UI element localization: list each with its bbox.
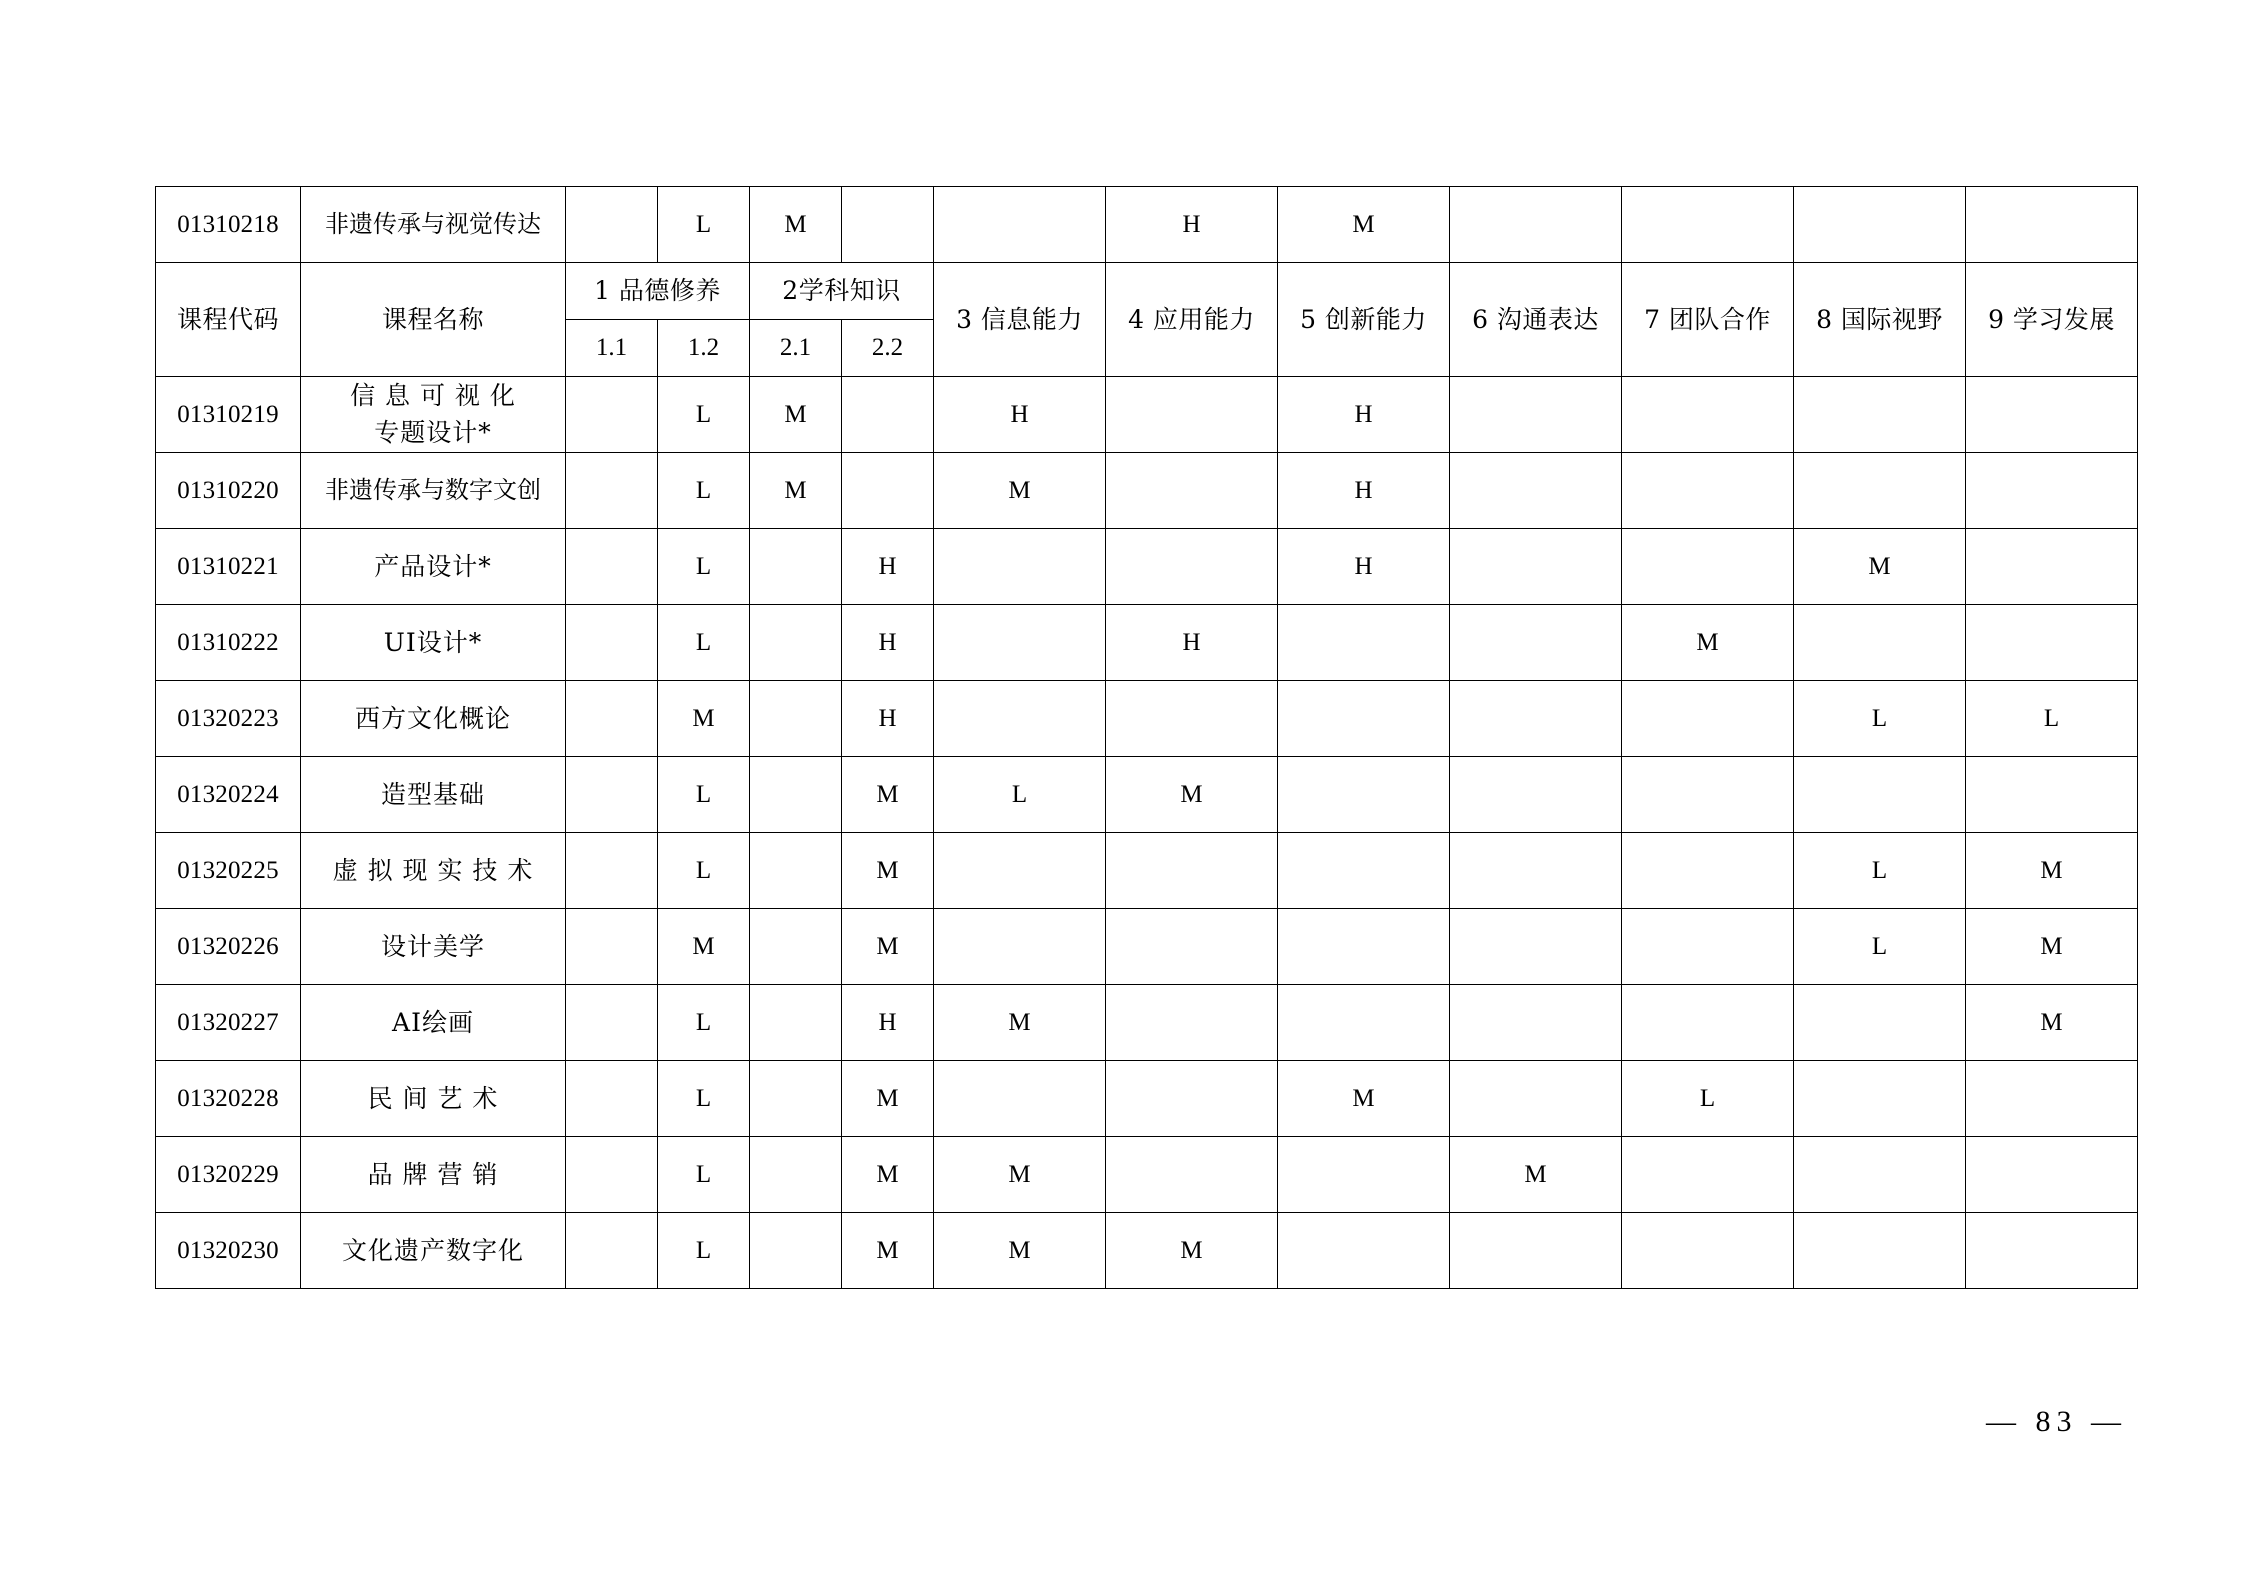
course-name: 虚 拟 现 实 技 术: [301, 833, 566, 909]
cell-5: [1278, 1137, 1450, 1213]
cell-1-2: L: [658, 1061, 750, 1137]
cell-6: [1450, 833, 1622, 909]
cell-7: [1622, 377, 1794, 453]
header-sub-2-1: 2.1: [750, 320, 842, 377]
cell-7: [1622, 985, 1794, 1061]
cell-8: M: [1794, 529, 1966, 605]
cell-7: L: [1622, 1061, 1794, 1137]
cell-9: [1966, 757, 2138, 833]
course-code: 01310222: [156, 605, 301, 681]
cell-6: [1450, 377, 1622, 453]
course-code: 01320224: [156, 757, 301, 833]
cell-4: [1106, 529, 1278, 605]
cell-2-2: M: [842, 1137, 934, 1213]
cell-7: [1622, 453, 1794, 529]
cell-9: [1966, 187, 2138, 263]
cell-6: [1450, 453, 1622, 529]
cell-1-1: [566, 833, 658, 909]
cell-2-1: M: [750, 453, 842, 529]
table-row: [156, 985, 2138, 1061]
cell-2-2: [842, 453, 934, 529]
cell-7: [1622, 529, 1794, 605]
cell-4: [1106, 681, 1278, 757]
cell-4: [1106, 377, 1278, 453]
cell-9: M: [1966, 909, 2138, 985]
course-code: 01320223: [156, 681, 301, 757]
cell-5: H: [1278, 377, 1450, 453]
cell-2-2: [842, 377, 934, 453]
table-body: [156, 377, 2138, 1289]
cell-4: M: [1106, 1213, 1278, 1289]
header-col-communication: 6 沟通表达: [1450, 263, 1622, 377]
course-name: 品 牌 营 销: [301, 1137, 566, 1213]
cell-5: H: [1278, 529, 1450, 605]
cell-8: [1794, 1137, 1966, 1213]
cell-7: [1622, 833, 1794, 909]
cell-2-2: H: [842, 605, 934, 681]
cell-9: M: [1966, 985, 2138, 1061]
course-code: 01320226: [156, 909, 301, 985]
cell-6: [1450, 529, 1622, 605]
cell-1-2: L: [658, 377, 750, 453]
header-col-information: 3 信息能力: [934, 263, 1106, 377]
cell-1-1: [566, 377, 658, 453]
cell-2-1: [750, 681, 842, 757]
cell-8: [1794, 985, 1966, 1061]
course-name-line1: 信 息 可 视 化: [350, 381, 516, 411]
cell-9: [1966, 1061, 2138, 1137]
cell-7: [1622, 681, 1794, 757]
cell-1-1: [566, 985, 658, 1061]
course-code: 01320225: [156, 833, 301, 909]
cell-8: [1794, 757, 1966, 833]
cell-4: [1106, 1061, 1278, 1137]
cell-4: [1106, 1137, 1278, 1213]
header-course-code: 课程代码: [156, 263, 301, 377]
cell-5: [1278, 1213, 1450, 1289]
cell-1-1: [566, 1213, 658, 1289]
cell-2-2: H: [842, 985, 934, 1061]
course-name: 设计美学: [301, 909, 566, 985]
cell-6: M: [1450, 1137, 1622, 1213]
cell-8: [1794, 187, 1966, 263]
course-name-line2: 专题设计*: [374, 417, 492, 447]
course-code: 01320228: [156, 1061, 301, 1137]
cell-1-1: [566, 909, 658, 985]
cell-5: [1278, 757, 1450, 833]
cell-1-1: [566, 1061, 658, 1137]
table-row: [156, 909, 2138, 985]
cell-5: [1278, 985, 1450, 1061]
course-name: [301, 377, 566, 453]
header-sub-1-1: 1.1: [566, 320, 658, 377]
cell-8: [1794, 453, 1966, 529]
cell-2-1: [750, 909, 842, 985]
cell-6: [1450, 1061, 1622, 1137]
cell-8: [1794, 1061, 1966, 1137]
table-row: [156, 187, 2138, 263]
cell-1-1: [566, 187, 658, 263]
course-code: 01320227: [156, 985, 301, 1061]
course-code: 01310218: [156, 187, 301, 263]
cell-7: [1622, 1213, 1794, 1289]
course-name: 非遗传承与数字文创: [301, 453, 566, 529]
cell-1-1: [566, 1137, 658, 1213]
cell-9: [1966, 453, 2138, 529]
course-code: 01320230: [156, 1213, 301, 1289]
cell-7: [1622, 187, 1794, 263]
cell-5: M: [1278, 1061, 1450, 1137]
cell-4: [1106, 985, 1278, 1061]
header-sub-1-2: 1.2: [658, 320, 750, 377]
cell-2-1: [750, 833, 842, 909]
cell-1-2: L: [658, 453, 750, 529]
cell-8: L: [1794, 681, 1966, 757]
cell-2-1: [750, 1061, 842, 1137]
course-name: 民 间 艺 术: [301, 1061, 566, 1137]
header-col-application: 4 应用能力: [1106, 263, 1278, 377]
header-col-teamwork: 7 团队合作: [1622, 263, 1794, 377]
header-course-name: 课程名称: [301, 263, 566, 377]
course-code: 01310219: [156, 377, 301, 453]
cell-7: M: [1622, 605, 1794, 681]
cell-3: [934, 681, 1106, 757]
cell-5: H: [1278, 453, 1450, 529]
header-group-subject: 2学科知识: [750, 263, 934, 320]
cell-4: H: [1106, 605, 1278, 681]
cell-3: [934, 187, 1106, 263]
cell-2-2: [842, 187, 934, 263]
table-row: [156, 377, 2138, 453]
cell-3: L: [934, 757, 1106, 833]
cell-5: [1278, 605, 1450, 681]
cell-1-2: L: [658, 757, 750, 833]
cell-3: M: [934, 1213, 1106, 1289]
cell-9: [1966, 1137, 2138, 1213]
cell-5: [1278, 681, 1450, 757]
cell-1-2: L: [658, 1137, 750, 1213]
cell-6: [1450, 985, 1622, 1061]
table-row: [156, 605, 2138, 681]
cell-1-2: M: [658, 681, 750, 757]
cell-2-1: [750, 985, 842, 1061]
cell-7: [1622, 909, 1794, 985]
cell-6: [1450, 187, 1622, 263]
table-row: [156, 833, 2138, 909]
cell-4: [1106, 833, 1278, 909]
cell-2-1: M: [750, 377, 842, 453]
course-name: 非遗传承与视觉传达: [301, 187, 566, 263]
table-row: [156, 757, 2138, 833]
curriculum-matrix-table: [155, 186, 2115, 1289]
course-name: 造型基础: [301, 757, 566, 833]
cell-2-2: H: [842, 529, 934, 605]
cell-9: [1966, 377, 2138, 453]
cell-3: M: [934, 985, 1106, 1061]
cell-2-1: [750, 605, 842, 681]
cell-3: M: [934, 1137, 1106, 1213]
course-name: AI绘画: [301, 985, 566, 1061]
cell-3: [934, 909, 1106, 985]
cell-2-2: M: [842, 909, 934, 985]
cell-2-1: [750, 1213, 842, 1289]
cell-3: H: [934, 377, 1106, 453]
table-row: [156, 529, 2138, 605]
cell-5: [1278, 833, 1450, 909]
cell-1-1: [566, 529, 658, 605]
header-col-innovation: 5 创新能力: [1278, 263, 1450, 377]
cell-6: [1450, 757, 1622, 833]
cell-1-1: [566, 605, 658, 681]
cell-9: L: [1966, 681, 2138, 757]
course-name: 产品设计*: [301, 529, 566, 605]
table-row: [156, 681, 2138, 757]
cell-1-2: L: [658, 833, 750, 909]
cell-1-2: L: [658, 529, 750, 605]
table-row: [156, 1213, 2138, 1289]
cell-4: [1106, 909, 1278, 985]
cell-7: [1622, 757, 1794, 833]
cell-2-2: H: [842, 681, 934, 757]
cell-3: [934, 605, 1106, 681]
cell-2-2: M: [842, 1213, 934, 1289]
course-name: UI设计*: [301, 605, 566, 681]
cell-3: M: [934, 453, 1106, 529]
cell-8: L: [1794, 909, 1966, 985]
cell-6: [1450, 1213, 1622, 1289]
cell-8: [1794, 605, 1966, 681]
cell-1-1: [566, 681, 658, 757]
cell-4: [1106, 453, 1278, 529]
cell-9: [1966, 605, 2138, 681]
cell-6: [1450, 909, 1622, 985]
cell-7: [1622, 1137, 1794, 1213]
cell-9: M: [1966, 833, 2138, 909]
cell-2-1: [750, 529, 842, 605]
cell-2-1: [750, 1137, 842, 1213]
cell-2-2: M: [842, 1061, 934, 1137]
cell-8: [1794, 377, 1966, 453]
cell-6: [1450, 681, 1622, 757]
cell-8: L: [1794, 833, 1966, 909]
course-code: 01310220: [156, 453, 301, 529]
cell-3: [934, 529, 1106, 605]
cell-1-2: L: [658, 605, 750, 681]
table-row: [156, 1137, 2138, 1213]
cell-1-1: [566, 757, 658, 833]
cell-2-1: M: [750, 187, 842, 263]
cell-1-2: L: [658, 985, 750, 1061]
cell-8: [1794, 1213, 1966, 1289]
course-code: 01320229: [156, 1137, 301, 1213]
cell-6: [1450, 605, 1622, 681]
cell-1-2: L: [658, 187, 750, 263]
header-col-learning-development: 9 学习发展: [1966, 263, 2138, 377]
cell-5: [1278, 909, 1450, 985]
table-row: [156, 1061, 2138, 1137]
cell-5: M: [1278, 187, 1450, 263]
cell-9: [1966, 529, 2138, 605]
page-number: — 83 —: [1986, 1405, 2127, 1438]
course-code: 01310221: [156, 529, 301, 605]
header-col-global-vision: 8 国际视野: [1794, 263, 1966, 377]
cell-2-1: [750, 757, 842, 833]
cell-1-2: M: [658, 909, 750, 985]
course-name: 西方文化概论: [301, 681, 566, 757]
cell-2-2: M: [842, 757, 934, 833]
cell-4: H: [1106, 187, 1278, 263]
cell-1-1: [566, 453, 658, 529]
course-name: 文化遗产数字化: [301, 1213, 566, 1289]
cell-2-2: M: [842, 833, 934, 909]
cell-9: [1966, 1213, 2138, 1289]
table-header-row-groups: [156, 263, 2138, 320]
cell-1-2: L: [658, 1213, 750, 1289]
cell-4: M: [1106, 757, 1278, 833]
table-row: [156, 453, 2138, 529]
header-sub-2-2: 2.2: [842, 320, 934, 377]
cell-3: [934, 1061, 1106, 1137]
cell-3: [934, 833, 1106, 909]
header-group-moral: 1 品德修养: [566, 263, 750, 320]
